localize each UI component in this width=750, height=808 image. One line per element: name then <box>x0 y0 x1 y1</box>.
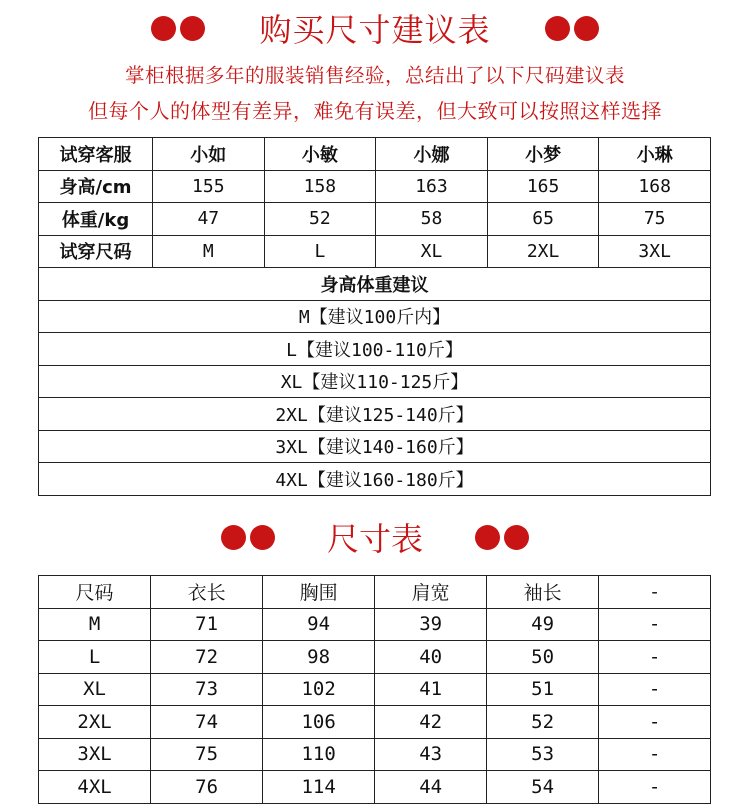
table-row <box>39 706 711 739</box>
table-cell: 43 <box>375 738 487 771</box>
table-cell: 3XL <box>39 738 151 771</box>
red-dot-icon <box>545 16 570 41</box>
table-cell: 39 <box>375 608 487 641</box>
table-row-recommendation <box>39 333 711 366</box>
weight-cell: 75 <box>599 203 711 236</box>
height-cell: 158 <box>264 170 376 203</box>
recommendation-cell: XL【建议110-125斤】 <box>39 365 711 398</box>
table-row <box>39 738 711 771</box>
table-cell: 50 <box>487 641 599 674</box>
recommend-title: 身高体重建议 <box>39 268 711 301</box>
height-cell: 163 <box>376 170 488 203</box>
model-name: 小娜 <box>376 138 488 171</box>
height-cell: 155 <box>153 170 265 203</box>
red-dot-icon <box>250 525 275 550</box>
column-header: 肩宽 <box>375 576 487 609</box>
table-cell: 106 <box>263 706 375 739</box>
weight-cell: 58 <box>376 203 488 236</box>
table-row <box>39 673 711 706</box>
table-cell: 110 <box>263 738 375 771</box>
table-cell: 44 <box>375 771 487 804</box>
decor-dots-right <box>545 16 599 41</box>
red-dot-icon <box>475 525 500 550</box>
table-cell: M <box>39 608 151 641</box>
table-cell: 73 <box>151 673 263 706</box>
table-row-recommendation <box>39 463 711 496</box>
size-cell: 2XL <box>487 235 599 268</box>
decor-dots-right <box>475 525 529 550</box>
table-cell: XL <box>39 673 151 706</box>
table-cell: 94 <box>263 608 375 641</box>
table-row <box>39 641 711 674</box>
weight-cell: 47 <box>153 203 265 236</box>
subtitle-line-2: 但每个人的体型有差异，难免有误差，但大致可以按照这样选择 <box>88 99 662 123</box>
decor-dots-left <box>221 525 275 550</box>
recommendation-cell: 4XL【建议160-180斤】 <box>39 463 711 496</box>
table-header-row <box>39 576 711 609</box>
trial-size-table <box>38 137 711 496</box>
table-cell: 72 <box>151 641 263 674</box>
size-cell: XL <box>376 235 488 268</box>
column-header: 袖长 <box>487 576 599 609</box>
table-cell: 54 <box>487 771 599 804</box>
weight-cell: 65 <box>487 203 599 236</box>
red-dot-icon <box>574 16 599 41</box>
page-title: 购买尺寸建议表 <box>259 11 491 49</box>
header-purchase-size <box>0 8 750 48</box>
model-name: 小琳 <box>599 138 711 171</box>
table-cell: 42 <box>375 706 487 739</box>
decor-dots-left <box>151 16 205 41</box>
table-row-models <box>39 138 711 171</box>
table-cell: 41 <box>375 673 487 706</box>
table-cell: 49 <box>487 608 599 641</box>
weight-cell: 52 <box>264 203 376 236</box>
model-name: 小梦 <box>487 138 599 171</box>
table-cell: - <box>599 608 711 641</box>
table-row <box>39 608 711 641</box>
recommendation-cell: 2XL【建议125-140斤】 <box>39 398 711 431</box>
table-cell: - <box>599 771 711 804</box>
table-row-height <box>39 170 711 203</box>
height-cell: 165 <box>487 170 599 203</box>
table-cell: 98 <box>263 641 375 674</box>
red-dot-icon <box>151 16 176 41</box>
table-row-recommendation <box>39 430 711 463</box>
table-row-recommendation <box>39 365 711 398</box>
table-row-recommendation <box>39 398 711 431</box>
table-cell: - <box>599 641 711 674</box>
column-header: 衣长 <box>151 576 263 609</box>
recommendation-cell: M【建议100斤内】 <box>39 300 711 333</box>
size-cell: 3XL <box>599 235 711 268</box>
table-cell: 74 <box>151 706 263 739</box>
table-cell: 51 <box>487 673 599 706</box>
recommendation-cell: L【建议100-110斤】 <box>39 333 711 366</box>
table-cell: 71 <box>151 608 263 641</box>
table-cell: 2XL <box>39 706 151 739</box>
table-cell: - <box>599 706 711 739</box>
size-cell: M <box>153 235 265 268</box>
table-row-weight <box>39 203 711 236</box>
table-cell: 76 <box>151 771 263 804</box>
red-dot-icon <box>180 16 205 41</box>
table-row <box>39 771 711 804</box>
column-header: 尺码 <box>39 576 151 609</box>
height-cell: 168 <box>599 170 711 203</box>
table-cell: 75 <box>151 738 263 771</box>
section-title: 尺寸表 <box>326 520 423 558</box>
table-cell: 53 <box>487 738 599 771</box>
row-label: 身高/cm <box>39 170 153 203</box>
red-dot-icon <box>221 525 246 550</box>
table-row-recommend-title <box>39 268 711 301</box>
subtitle-line-1: 掌柜根据多年的服装销售经验，总结出了以下尺码建议表 <box>124 64 625 87</box>
header-size-chart <box>0 517 750 557</box>
table-cell: 114 <box>263 771 375 804</box>
table-cell: - <box>599 673 711 706</box>
column-header: - <box>599 576 711 609</box>
table-row-recommendation <box>39 300 711 333</box>
model-name: 小如 <box>153 138 265 171</box>
table-row-size <box>39 235 711 268</box>
row-label: 试穿客服 <box>39 138 153 171</box>
table-cell: 40 <box>375 641 487 674</box>
table-cell: 4XL <box>39 771 151 804</box>
row-label: 体重/kg <box>39 203 153 236</box>
column-header: 胸围 <box>263 576 375 609</box>
table-cell: L <box>39 641 151 674</box>
table-cell: 102 <box>263 673 375 706</box>
table-cell: 52 <box>487 706 599 739</box>
row-label: 试穿尺码 <box>39 235 153 268</box>
recommendation-cell: 3XL【建议140-160斤】 <box>39 430 711 463</box>
red-dot-icon <box>504 525 529 550</box>
size-cell: L <box>264 235 376 268</box>
table-cell: - <box>599 738 711 771</box>
size-chart-table <box>38 575 711 804</box>
model-name: 小敏 <box>264 138 376 171</box>
